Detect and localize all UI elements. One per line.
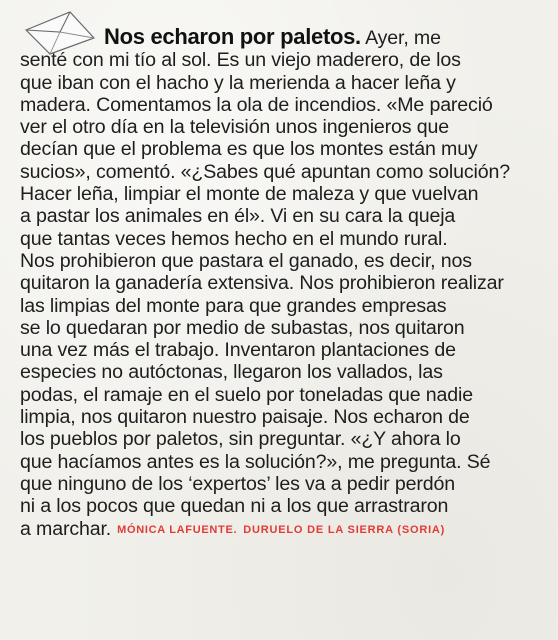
author-location: DURUELO DE LA SIERRA (SORIA): [243, 523, 446, 536]
letter-line: una vez más el trabajo. Inventaron plantaciones de: [20, 339, 456, 362]
letter-line: ni a los pocos que quedan ni a los que arrastraron: [20, 495, 449, 518]
letter-line: especies no autóctonas, llegaron los vallados, las: [20, 361, 443, 384]
letter-line: se lo quedaran por medio de subastas, nos quitaron: [20, 316, 465, 339]
letter-line: Hacer leña, limpiar el monte de maleza y que vuelvan: [20, 183, 479, 206]
letter-line: que tantas veces hemos hecho en el mundo rural.: [20, 227, 448, 250]
letter-first-line: [20, 26, 540, 49]
letter-line: quitaron la ganadería extensiva. Nos prohibieron realizar: [20, 272, 504, 295]
letter-line: ver el otro día en la televisión unos ingenieros que: [20, 116, 449, 139]
letter-line: senté con mi tío al sol. Es un viejo maderero, de los: [20, 49, 461, 72]
letter-line: a pastar los animales en él». Vi en su cara la queja: [20, 205, 456, 228]
letter-line: que ninguno de los ‘expertos’ les va a pedir perdón: [20, 472, 455, 495]
letter-line: que hacíamos antes es la solución?», me pregunta. Sé: [20, 450, 491, 473]
letter-line: sucios», comentó. «¿Sabes qué apuntan como solución?: [20, 160, 510, 183]
letter-line: decían que el problema es que los montes están muy: [20, 138, 478, 161]
letter-headline: Nos echaron por paletos.: [104, 24, 361, 49]
letter-line: Nos prohibieron que pastara el ganado, es decir, nos: [20, 249, 472, 272]
letter-line: podas, el ramaje en el suelo por toneladas que nadie: [20, 383, 473, 406]
letter-line: que iban con el hacho y la merienda a hacer leña y: [20, 71, 456, 94]
letter-line: a marchar.: [20, 517, 112, 540]
letter-line: las limpias del monte para que grandes empresas: [20, 294, 447, 317]
letter-line: Ayer, me: [365, 27, 441, 49]
author-signature: MÓNICA LAFUENTE.: [117, 523, 238, 536]
letter-last-line: [20, 518, 540, 543]
letter-line: limpia, nos quitaron nuestro paisaje. Nos echaron de: [20, 406, 470, 429]
letter-line: los pueblos por paletos, sin preguntar. «¿Y ahora lo: [20, 428, 461, 451]
letter-line: madera. Comentamos la ola de incendios. «Me pareció: [20, 93, 493, 116]
letter-body: [20, 26, 540, 543]
